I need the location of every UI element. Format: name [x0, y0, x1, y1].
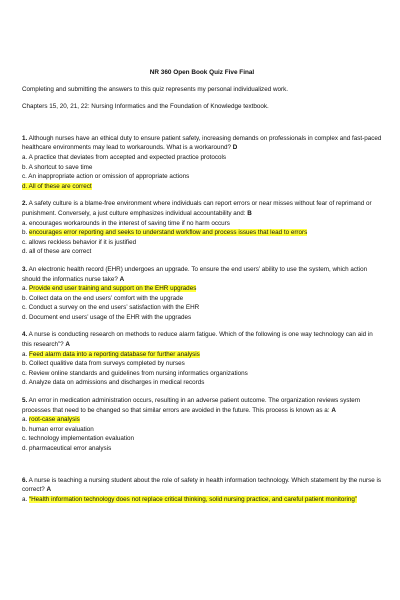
document-page — [22, 68, 382, 512]
question-number: 6. — [22, 476, 28, 484]
answer-key: B — [247, 209, 252, 217]
highlighted-answer-text: Provide end user training and support on the EHR upgrades — [29, 285, 197, 293]
question-text: A nurse is conducting research on methods to reduce alarm fatigue. Which of the following is one way technology can aid in this research”? — [22, 331, 373, 349]
question-text: An error in medication administration occurs, resulting in an adverse patient outcome. The organization reviews system processes that need to be changed so that similar errors are avoided in the future. This process is known as a: — [22, 397, 360, 414]
intro-text: Completing and submitting the answers to this quiz represents my personal individualized work. — [22, 85, 289, 93]
question-item — [22, 476, 382, 505]
question-number: 5. — [22, 397, 28, 405]
chapters-text: Chapters 15, 20, 21, 22: Nursing Informatics and the Foundation of Knowledge textbook. — [22, 103, 269, 111]
option-letter: a. — [22, 495, 30, 503]
question-item — [22, 265, 382, 323]
question-number: 1. — [22, 134, 28, 142]
question-number: 2. — [22, 200, 28, 208]
option-text: c. An inappropriate action or omission of appropriate actions — [22, 173, 190, 181]
question-text: A nurse is teaching a nursing student about the role of safety in health information technology. Which statement by the nurse is correct? — [22, 476, 382, 494]
answer-option — [22, 369, 382, 379]
answer-option — [22, 434, 382, 444]
answer-option — [22, 444, 382, 454]
answer-option — [22, 350, 382, 360]
question-item — [22, 396, 382, 454]
answer-key: D — [232, 144, 238, 152]
highlighted-answer-text: Feed alarm data into a reporting database for further analysis — [29, 350, 200, 358]
question-text: Although nurses have an ethical duty to ensure patient safety, increasing demands on professionals in complex and fast-paced healthcare environments may lead to workarounds. What is a workaround? — [22, 134, 382, 152]
answer-option — [22, 247, 382, 257]
answer-key: A — [331, 406, 336, 414]
question-stem — [22, 330, 382, 349]
answer-option — [22, 425, 382, 435]
answer-option — [22, 219, 382, 229]
option-text: b. Collect data on the end users’ comfort with the upgrade — [22, 294, 184, 302]
option-text: d. Analyze data on admissions and discharges in medical records — [22, 379, 205, 387]
question-stem — [22, 396, 382, 415]
answer-option — [22, 172, 382, 182]
option-letter: b. — [22, 229, 30, 237]
option-letter: a. — [22, 416, 30, 424]
question-stem — [22, 476, 382, 495]
question-stem — [22, 134, 382, 153]
option-text: d. all of these are correct — [22, 248, 92, 256]
answer-option — [22, 359, 382, 369]
question-stem — [22, 199, 382, 218]
answer-key: A — [46, 486, 52, 494]
answer-option — [22, 238, 382, 248]
document-title: NR 360 Open Book Quiz Five Final — [149, 69, 255, 76]
answer-option — [22, 495, 382, 505]
question-stem — [22, 265, 382, 284]
option-text: b. Collect qualitive data from surveys completed by nurses — [22, 360, 185, 368]
highlighted-answer-text: root-case analysis — [29, 416, 80, 424]
answer-option — [22, 228, 382, 238]
option-text: c. technology implementation evaluation — [22, 435, 135, 443]
question-item — [22, 199, 382, 257]
answer-option — [22, 303, 382, 313]
answer-option — [22, 284, 382, 294]
highlighted-answer-text: encourages error reporting and seeks to understand workflow and process issues that lead to errors — [29, 229, 308, 237]
option-letter: a. — [22, 285, 30, 293]
option-text: c. Review online standards and guidelines from nursing informatics organizations — [22, 369, 248, 377]
answer-option — [22, 182, 382, 192]
answer-key: A — [65, 341, 70, 349]
answer-option — [22, 153, 382, 163]
highlighted-answer-text: d. All of these are correct — [22, 182, 92, 190]
question-number: 4. — [22, 331, 28, 339]
question-text: A safety culture is a blame-free environment where individuals can report errors or near misses without fear of reprimand or punishment. Conversely, a just culture emphasizes individual accountability and: — [22, 200, 372, 217]
answer-option — [22, 415, 382, 425]
highlighted-answer-text: “Health information technology does not replace critical thinking, solid nursing practice, and careful patient monitoring” — [29, 495, 357, 503]
option-text: d. pharmaceutical error analysis — [22, 445, 112, 452]
question-text: An electronic health record (EHR) undergoes an upgrade. To ensure the end users’ ability to use the system, which action should the informatics nurse take? — [22, 265, 368, 283]
answer-key: A — [119, 275, 125, 283]
answer-option — [22, 313, 382, 323]
question-item — [22, 330, 382, 388]
option-text: d. Document end users’ usage of the EHR with the upgrades — [22, 313, 192, 321]
option-text: c. allows reckless behavior if it is justified — [22, 238, 137, 246]
answer-option — [22, 163, 382, 173]
question-item — [22, 134, 382, 192]
question-list — [22, 134, 382, 505]
answer-option — [22, 378, 382, 388]
option-text: b. human error evaluation — [22, 425, 94, 433]
option-text: b. A shortcut to save time — [22, 163, 93, 171]
question-number: 3. — [22, 265, 28, 273]
option-letter: a. — [22, 350, 30, 358]
option-text: a. A practice that deviates from accepted and expected practice protocols — [22, 153, 227, 161]
option-text: a. encourages workarounds in the interest of saving time if no harm occurs — [22, 219, 230, 227]
answer-option — [22, 294, 382, 304]
option-text: c. Conduct a survey on the end users’ satisfaction with the EHR — [22, 304, 200, 312]
